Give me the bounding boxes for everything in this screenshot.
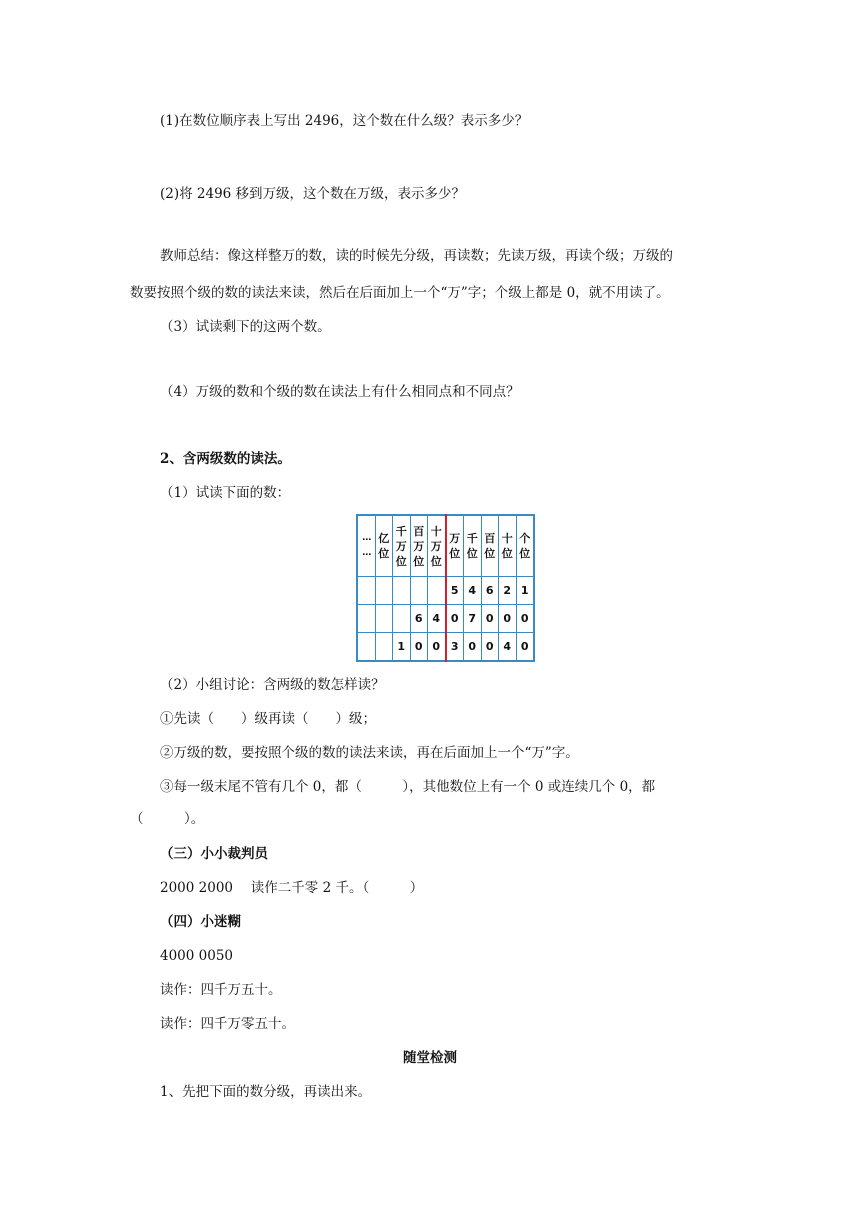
digit-cell: 2 xyxy=(499,577,517,605)
header-cell: 千 位 xyxy=(464,515,482,577)
digit-cell: 0 xyxy=(446,605,464,633)
digit-cell: 0 xyxy=(516,605,534,633)
digit-cell: 4 xyxy=(428,605,446,633)
digit-cell xyxy=(357,605,375,633)
digit-cell: 0 xyxy=(481,633,499,662)
try-read-prompt: （1）试读下面的数： xyxy=(160,485,291,501)
digit-cell: 7 xyxy=(464,605,482,633)
question-4: （4）万级的数和个级的数在读法上有什么相同点和不同点？ xyxy=(160,384,520,400)
group-discussion-prompt: （2）小组讨论：含两级的数怎样读？ xyxy=(160,677,385,693)
question-2: (2)将 2496 移到万级，这个数在万级，表示多少？ xyxy=(160,186,466,202)
rule-2: ②万级的数，要按照个级的数的读法来读，再在后面加上一个“万”字。 xyxy=(160,745,579,761)
digit-cell xyxy=(357,633,375,662)
digit-cell: 0 xyxy=(481,605,499,633)
header-cell: 十 位 xyxy=(499,515,517,577)
teacher-summary-line-2: 数要按照个级的数的读法来读，然后在后面加上一个“万”字；个级上都是 0，就不用读了。 xyxy=(130,285,670,301)
place-value-table xyxy=(356,514,535,662)
quiz-title: 随堂检测 xyxy=(403,1050,457,1066)
header-cell: 十 万 位 xyxy=(428,515,446,577)
digit-cell: 1 xyxy=(516,577,534,605)
header-cell: 百 万 位 xyxy=(410,515,428,577)
header-cell: … … xyxy=(357,515,375,577)
teacher-summary-line-1: 教师总结：像这样整万的数，读的时候先分级，再读数；先读万级，再读个级；万级的 xyxy=(160,248,673,264)
judge-section-title: （三）小小裁判员 xyxy=(160,846,268,862)
digit-cell xyxy=(357,577,375,605)
table-row xyxy=(357,633,534,662)
quiz-item-1: 1、先把下面的数分级，再读出来。 xyxy=(160,1084,372,1100)
digit-cell: 1 xyxy=(393,633,411,662)
header-cell: 亿 位 xyxy=(375,515,393,577)
digit-cell: 0 xyxy=(410,633,428,662)
rule-3-line-1: ③每一级末尾不管有几个 0，都（ ），其他数位上有一个 0 或连续几个 0，都 xyxy=(160,779,656,795)
digit-cell xyxy=(375,605,393,633)
digit-cell xyxy=(375,577,393,605)
digit-cell: 4 xyxy=(499,633,517,662)
confused-reading-2: 读作：四千万零五十。 xyxy=(160,1016,295,1032)
digit-cell xyxy=(428,577,446,605)
digit-cell: 0 xyxy=(516,633,534,662)
question-1: (1)在数位顺序表上写出 2496，这个数在什么级？表示多少？ xyxy=(160,113,529,129)
header-cell: 百 位 xyxy=(481,515,499,577)
digit-cell: 6 xyxy=(481,577,499,605)
digit-cell xyxy=(375,633,393,662)
place-value-header-row xyxy=(357,515,534,577)
digit-cell: 0 xyxy=(428,633,446,662)
digit-cell: 0 xyxy=(464,633,482,662)
table-row xyxy=(357,577,534,605)
question-3: （3）试读剩下的这两个数。 xyxy=(160,319,331,335)
digit-cell: 5 xyxy=(446,577,464,605)
confused-reading-1: 读作：四千万五十。 xyxy=(160,982,282,998)
confused-number: 4000 0050 xyxy=(160,948,234,964)
table-row xyxy=(357,605,534,633)
digit-cell xyxy=(393,605,411,633)
confused-section-title: （四）小迷糊 xyxy=(160,914,241,930)
digit-cell xyxy=(393,577,411,605)
header-cell: 个 位 xyxy=(516,515,534,577)
header-cell: 千 万 位 xyxy=(393,515,411,577)
digit-cell: 6 xyxy=(410,605,428,633)
section-2-title: 2、含两级数的读法。 xyxy=(160,451,291,467)
digit-cell xyxy=(410,577,428,605)
digit-cell: 3 xyxy=(446,633,464,662)
digit-cell: 0 xyxy=(499,605,517,633)
judge-item: 2000 2000 读作二千零 2 千。（ ） xyxy=(160,880,424,896)
digit-cell: 4 xyxy=(464,577,482,605)
rule-3-line-2: （ ）。 xyxy=(130,811,205,827)
header-cell: 万 位 xyxy=(446,515,464,577)
rule-1: ①先读（ ）级再读（ ）级； xyxy=(160,711,376,727)
